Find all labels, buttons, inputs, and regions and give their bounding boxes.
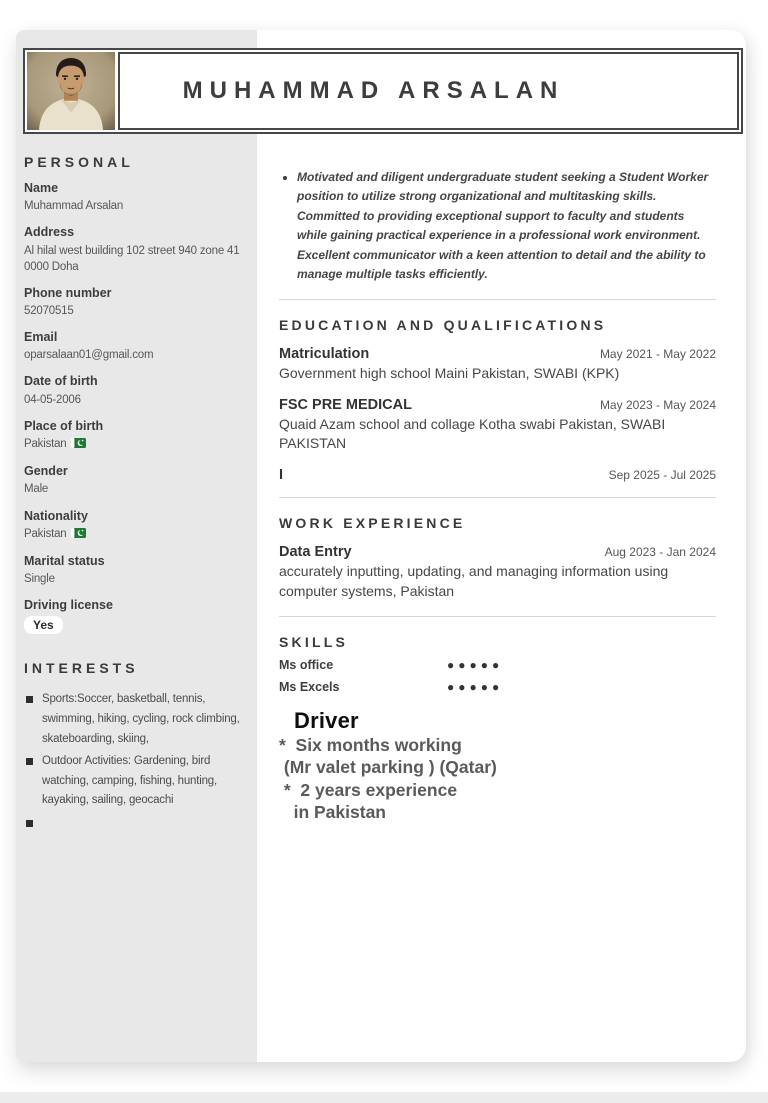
divider xyxy=(279,299,716,300)
driver-note xyxy=(279,708,716,823)
field-label: Driving license xyxy=(24,598,113,613)
field-driving-license xyxy=(24,597,247,634)
interest-item xyxy=(24,752,247,811)
education-entry xyxy=(279,397,716,455)
field-label: Place of birth xyxy=(24,418,104,433)
main-content xyxy=(257,30,746,1062)
skill-row xyxy=(279,658,716,672)
field-label: Gender xyxy=(24,464,68,479)
field-value: Al hilal west building 102 street 940 zone 41 0000 Doha xyxy=(24,244,240,273)
date-range: Sep 2025 - Jul 2025 xyxy=(608,468,716,483)
interest-item xyxy=(24,814,247,827)
driver-note-line: * Six months working xyxy=(279,735,462,755)
square-bullet-icon xyxy=(26,696,33,703)
summary-text: Motivated and diligent undergraduate student seeking a Student Worker position to utilize strong organizational and multitasking skills. Committed to providing exceptional support to faculty and students while gaining practical experience in a professional work environment. Excellent communicator with a keen attention to detail and the ability to manage multiple tasks efficiently. xyxy=(297,170,709,282)
page-bottom-strip xyxy=(0,1092,768,1103)
field-marital-status xyxy=(24,553,247,587)
field-value: oparsalaan01@gmail.com xyxy=(24,349,154,362)
date-range: May 2021 - May 2022 xyxy=(599,346,716,361)
pakistan-flag-icon xyxy=(71,527,86,543)
profile-photo-illustration xyxy=(27,52,115,130)
job-title: Data Entry xyxy=(279,544,352,561)
field-label: Name xyxy=(24,181,59,195)
education-section-title: EDUCATION AND QUALIFICATIONS xyxy=(279,316,607,333)
field-gender xyxy=(24,463,247,497)
skill-name: Ms office xyxy=(279,658,334,672)
field-value: 52070515 xyxy=(24,305,74,318)
field-value: Pakistan xyxy=(24,436,247,453)
degree-title: FSC PRE MEDICAL xyxy=(279,396,412,413)
skill-name: Ms Excels xyxy=(279,680,340,694)
pakistan-flag-icon xyxy=(71,437,86,453)
personal-section-title: PERSONAL xyxy=(24,154,134,170)
skill-row xyxy=(279,680,716,694)
education-entry xyxy=(279,467,716,483)
field-place-of-birth xyxy=(24,418,247,453)
degree-title: I xyxy=(279,467,284,484)
resume-card xyxy=(16,30,746,1062)
field-value: Male xyxy=(24,483,49,496)
degree-title: Matriculation xyxy=(279,345,370,362)
skill-rating-dots: ●●●●● xyxy=(447,680,504,694)
field-name xyxy=(24,180,247,214)
interest-item xyxy=(24,690,247,749)
school-description: Quaid Azam school and collage Kotha swabi Pakistan, SWABI PAKISTAN xyxy=(279,415,666,452)
interests-section-title: INTERESTS xyxy=(24,660,139,677)
driver-note-line: (Mr valet parking ) (Qatar) xyxy=(279,757,497,778)
bullet-icon xyxy=(283,176,287,180)
skill-rating-dots: ●●●●● xyxy=(447,658,504,672)
field-date-of-birth xyxy=(24,373,247,407)
page-title: MUHAMMAD ARSALAN xyxy=(182,77,565,104)
divider xyxy=(279,497,716,498)
field-label: Date of birth xyxy=(24,374,98,389)
field-label: Phone number xyxy=(24,285,112,300)
driving-license-badge: Yes xyxy=(24,616,63,634)
work-section-title: WORK EXPERIENCE xyxy=(279,515,466,532)
square-bullet-icon xyxy=(26,758,33,765)
skills-section-title: SKILLS xyxy=(279,634,348,650)
driver-note-line: in Pakistan xyxy=(279,802,386,823)
field-value: 04-05-2006 xyxy=(24,393,81,406)
field-nationality xyxy=(24,508,247,543)
driver-note-title: Driver xyxy=(294,708,359,733)
field-label: Nationality xyxy=(24,508,88,523)
field-address xyxy=(24,224,247,274)
field-label: Email xyxy=(24,330,58,345)
education-entry xyxy=(279,346,716,384)
interest-text: Outdoor Activities: Gardening, bird watching, camping, fishing, hunting, kayaking, sailing, geocachi xyxy=(42,755,217,807)
field-value: Muhammad Arsalan xyxy=(24,200,124,213)
date-range: May 2023 - May 2024 xyxy=(599,397,716,412)
interests-list xyxy=(24,690,247,826)
job-description: accurately inputting, updating, and managing information using computer systems, Pakistan xyxy=(279,563,669,600)
field-value: Pakistan xyxy=(24,526,247,543)
square-bullet-icon xyxy=(26,820,33,827)
interest-text: Sports:Soccer, basketball, tennis, swimming, hiking, cycling, rock climbing, skateboarding, skiing, xyxy=(42,693,240,745)
field-phone xyxy=(24,285,247,319)
profile-photo xyxy=(27,52,115,130)
school-description: Government high school Maini Pakistan, SWABI (KPK) xyxy=(279,364,620,381)
resume-header xyxy=(23,48,743,134)
field-value: Single xyxy=(24,573,55,586)
field-label: Marital status xyxy=(24,553,105,568)
sidebar xyxy=(16,30,257,1062)
name-box xyxy=(118,52,739,130)
divider xyxy=(279,616,716,617)
driver-note-line: * 2 years experience xyxy=(279,779,458,800)
date-range: Aug 2023 - Jan 2024 xyxy=(604,545,716,560)
field-email xyxy=(24,329,247,363)
work-entry xyxy=(279,544,716,602)
profile-summary xyxy=(279,168,716,285)
field-label: Address xyxy=(24,225,75,240)
